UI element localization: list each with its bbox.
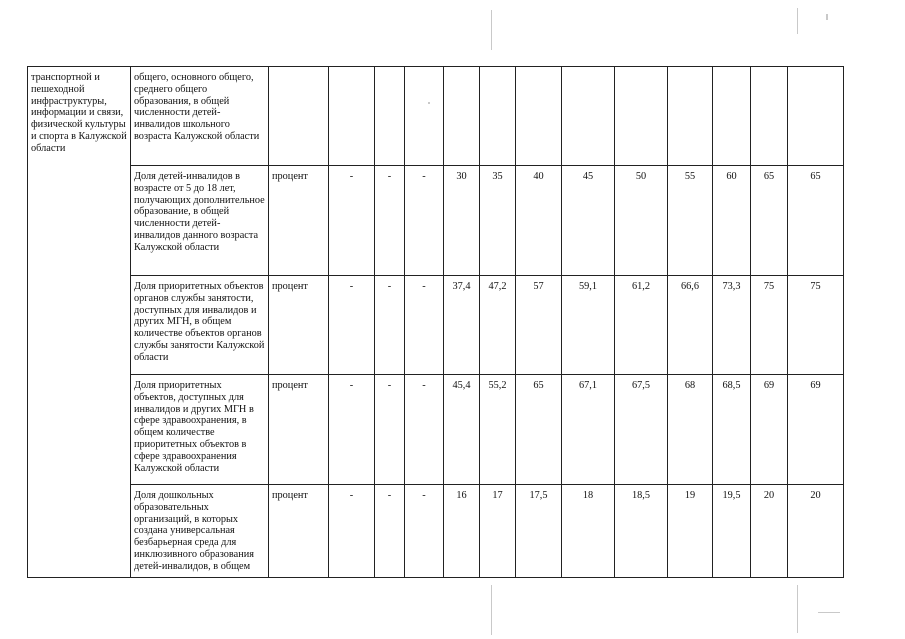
value-cell: 69 [788,375,844,485]
value-cell [329,67,375,166]
unit-cell: процент [269,166,329,276]
value-cell: 65 [751,166,788,276]
value-cell: 67,1 [562,375,615,485]
value-cell [615,67,668,166]
value-cell: - [329,276,375,375]
value-cell [480,67,516,166]
indicator-table [27,66,844,578]
table-row [28,485,844,578]
value-cell: 55 [668,166,713,276]
value-cell: 73,3 [713,276,751,375]
unit-cell: процент [269,276,329,375]
unit-cell [269,67,329,166]
value-cell: 75 [788,276,844,375]
value-cell [562,67,615,166]
value-cell: 18,5 [615,485,668,578]
indicator-cell: Доля приоритетных объектов органов службы занятости, доступных для инвалидов и других МГН, в общем количестве объектов органов службы занятости Калужской области [131,276,269,375]
value-cell: - [405,276,444,375]
value-cell [713,67,751,166]
value-cell: - [329,375,375,485]
value-cell: - [375,375,405,485]
value-cell: 30 [444,166,480,276]
value-cell: 59,1 [562,276,615,375]
unit-cell: процент [269,485,329,578]
value-cell: 47,2 [480,276,516,375]
indicator-cell: Доля дошкольных образовательных организаций, в которых создана универсальная безбарьерная среда для инклюзивного образования детей-инвалидов, в общем [131,485,269,578]
value-cell: 61,2 [615,276,668,375]
value-cell: 68,5 [713,375,751,485]
value-cell: - [405,166,444,276]
value-cell: 19 [668,485,713,578]
value-cell: 16 [444,485,480,578]
value-cell: 50 [615,166,668,276]
table-row [28,375,844,485]
value-cell: 45,4 [444,375,480,485]
value-cell [668,67,713,166]
value-cell: - [375,276,405,375]
value-cell: 66,6 [668,276,713,375]
scan-artifact-line [797,8,798,34]
value-cell: - [405,375,444,485]
value-cell: 35 [480,166,516,276]
section-label-cell: транспортной и пешеходной инфраструктуры, информации и связи, физической культуры и спорта в Калужской области [28,67,131,578]
value-cell: - [329,166,375,276]
value-cell: - [329,485,375,578]
value-cell: 17 [480,485,516,578]
indicator-cell: Доля детей-инвалидов в возрасте от 5 до 18 лет, получающих дополнительное образование, в общей численности детей-инвалидов данного возраста Калужской области [131,166,269,276]
value-cell: 37,4 [444,276,480,375]
value-cell: 17,5 [516,485,562,578]
value-cell: 57 [516,276,562,375]
scan-artifact-line [491,585,492,635]
value-cell: 75 [751,276,788,375]
value-cell: 65 [516,375,562,485]
value-cell [444,67,480,166]
value-cell [375,67,405,166]
value-cell [516,67,562,166]
table-row [28,276,844,375]
value-cell: 67,5 [615,375,668,485]
scan-artifact-dot [826,14,828,20]
value-cell: 40 [516,166,562,276]
unit-cell: процент [269,375,329,485]
indicator-cell: общего, основного общего, среднего общего образования, в общей численности детей-инвалидов школьного возраста Калужской области [131,67,269,166]
scan-artifact-line [491,10,492,50]
value-cell: 65 [788,166,844,276]
value-cell: 19,5 [713,485,751,578]
value-cell: - [375,485,405,578]
value-cell [751,67,788,166]
value-cell: 68 [668,375,713,485]
value-cell: 55,2 [480,375,516,485]
value-cell [405,67,444,166]
value-cell [788,67,844,166]
table-row [28,67,844,166]
value-cell: - [375,166,405,276]
value-cell: 18 [562,485,615,578]
indicator-cell: Доля приоритетных объектов, доступных для инвалидов и других МГН в сфере здравоохранения, в общем количестве приоритетных объектов в сфере здравоохранения Калужской области [131,375,269,485]
value-cell: 20 [788,485,844,578]
table-row [28,166,844,276]
value-cell: 20 [751,485,788,578]
value-cell: 45 [562,166,615,276]
scan-artifact-mark [818,612,840,613]
value-cell: 60 [713,166,751,276]
value-cell: 69 [751,375,788,485]
scan-artifact-line [797,585,798,633]
value-cell: - [405,485,444,578]
